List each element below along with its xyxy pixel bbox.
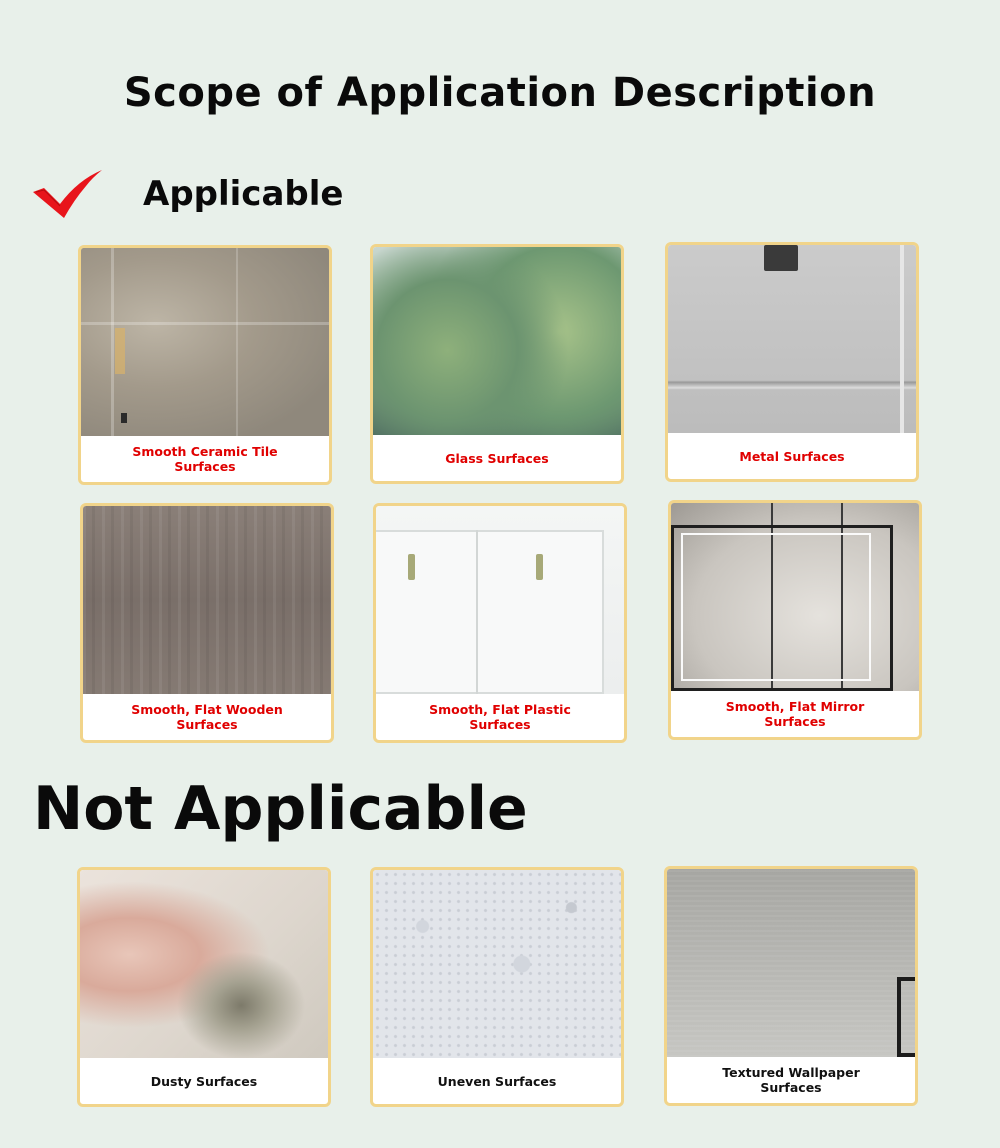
- card-dusty: [77, 867, 331, 1107]
- card-caption: Smooth Ceramic Tile Surfaces: [132, 444, 278, 474]
- card-ceramic-tile: [78, 245, 332, 485]
- wood-image: [83, 506, 331, 694]
- metal-image: [668, 245, 916, 433]
- card-caption: Dusty Surfaces: [150, 1073, 258, 1089]
- card-wood: [80, 503, 334, 743]
- card-caption: Smooth, Flat Mirror Surfaces: [725, 699, 865, 729]
- glass-image: [373, 247, 621, 435]
- card-wallpaper: [664, 866, 918, 1106]
- card-plastic: [373, 503, 627, 743]
- ceramic-tile-image: [81, 248, 329, 436]
- not-applicable-heading: Not Applicable: [33, 774, 528, 844]
- wallpaper-image: [667, 869, 915, 1057]
- card-mirror: [668, 500, 922, 740]
- card-glass: [370, 244, 624, 484]
- dusty-image: [80, 870, 328, 1058]
- applicable-heading: Applicable: [143, 174, 344, 214]
- card-caption: Smooth, Flat Plastic Surfaces: [429, 702, 571, 732]
- page-title: Scope of Application Description: [123, 70, 877, 116]
- card-caption: Smooth, Flat Wooden Surfaces: [131, 702, 283, 732]
- uneven-image: [373, 870, 621, 1058]
- card-caption: Uneven Surfaces: [437, 1073, 557, 1089]
- mirror-image: [671, 503, 919, 691]
- plastic-image: [376, 506, 624, 694]
- card-uneven: [370, 867, 624, 1107]
- card-caption: Glass Surfaces: [445, 450, 549, 466]
- card-metal: [665, 242, 919, 482]
- card-caption: Metal Surfaces: [739, 448, 845, 464]
- card-caption: Textured Wallpaper Surfaces: [722, 1065, 860, 1095]
- check-mark-icon: [30, 168, 106, 220]
